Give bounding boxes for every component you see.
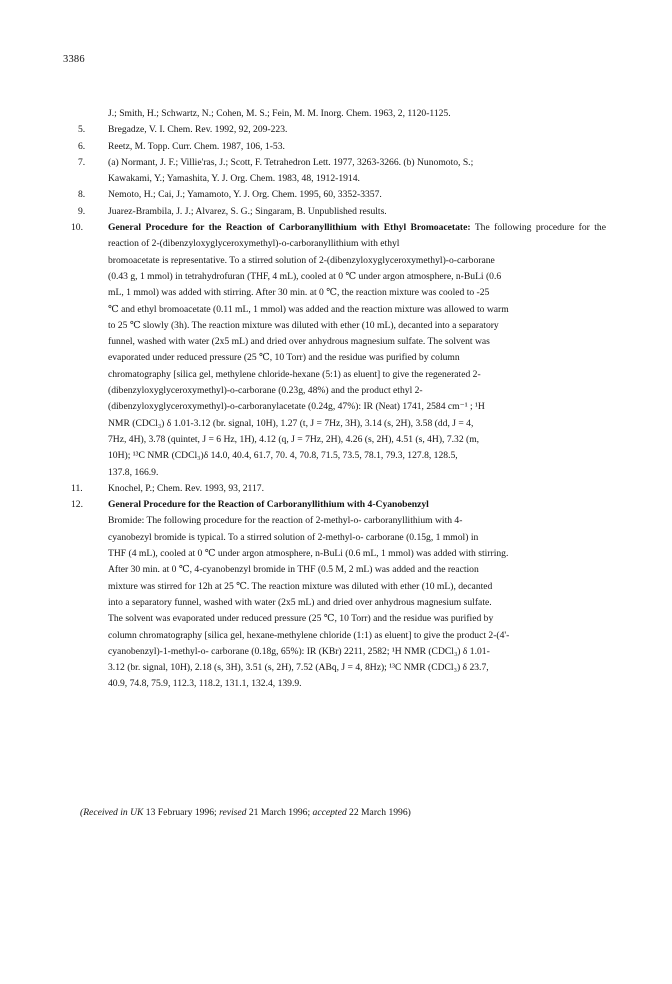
reference-line: Nemoto, H.; Cai, J.; Yamamoto, Y. J. Org. Chem. 1995, 60, 3352-3357. bbox=[108, 189, 382, 201]
reference-line: into a separatory funnel, washed with water (2x5 mL) and dried over anhydrous magnesium sulfate. bbox=[108, 596, 492, 608]
reference-line: funnel, washed with water (2x5 mL) and dried over anhydrous magnesium sulfate. The solvent was bbox=[108, 336, 490, 348]
received-dates bbox=[80, 807, 411, 818]
reference-line: Juarez-Brambila, J. J.; Alvarez, S. G.; Singaram, B. Unpublished results. bbox=[108, 205, 387, 217]
reference-line: (dibenzyloxyglyceroxymethyl)-o-carborane (0.23g, 48%) and the product ethyl 2- bbox=[108, 385, 423, 397]
reference-number: 9. bbox=[78, 205, 86, 217]
reference-line: 3.12 (br. signal, 10H), 2.18 (s, 3H), 3.51 (s, 2H), 7.52 (ABq, J = 4, 8Hz); ¹³C NMR (CDCl₃) δ 23.7, bbox=[108, 662, 489, 674]
reference-6 bbox=[70, 139, 606, 155]
reference-line: cyanobenzyl)-1-methyl-o- carborane (0.18g, 65%): IR (KBr) 2211, 2582; ¹H NMR (CDCl₃) δ 1.01- bbox=[108, 645, 490, 657]
reference-list bbox=[70, 106, 606, 693]
reference-line-tail: The following procedure for the reaction of 2-(dibenzyloxyglyceroxymethyl)-o-carboranyllithium with ethyl bbox=[108, 222, 606, 250]
page-number: 3386 bbox=[63, 54, 85, 65]
reference-7 bbox=[70, 155, 606, 188]
reference-number: 11. bbox=[71, 482, 83, 494]
reference-text bbox=[108, 481, 606, 497]
received-label: (Received in UK bbox=[80, 807, 144, 818]
reference-number: 6. bbox=[78, 140, 86, 152]
reference-line: (dibenzyloxyglyceroxymethyl)-o-carboranylacetate (0.24g, 47%): IR (Neat) 1741, 2584 cm⁻¹ ; ¹H bbox=[108, 401, 485, 413]
reference-line: (0.43 g, 1 mmol) in tetrahydrofuran (THF, 4 mL), cooled at 0 ℃ under argon atmosphere, n-BuLi (0.6 bbox=[108, 270, 502, 282]
reference-line: bromoacetate is representative. To a stirred solution of 2-(dibenzyloxyglyceroxymethyl)-o-carborane bbox=[108, 254, 495, 266]
reference-line: THF (4 mL), cooled at 0 ℃ under argon atmosphere, n-BuLi (0.6 mL, 1 mmol) was added with stirring. bbox=[108, 548, 509, 560]
reference-number: 10. bbox=[71, 222, 83, 234]
reference-line: Knochel, P.; Chem. Rev. 1993, 93, 2117. bbox=[108, 482, 264, 494]
reference-text bbox=[108, 155, 606, 188]
reference-text bbox=[108, 122, 606, 138]
reference-number: 7. bbox=[78, 156, 86, 168]
reference-line: mL, 1 mmol) was added with stirring. After 30 min. at 0 ℃, the reaction mixture was cooled to -25 bbox=[108, 287, 490, 299]
reference-8 bbox=[70, 187, 606, 203]
reference-line: Bromide: The following procedure for the reaction of 2-methyl-o- carboranyllithium with 4- bbox=[108, 515, 463, 527]
reference-line: column chromatography [silica gel, hexane-methylene chloride (1:1) as eluent] to give the product 2-(4'- bbox=[108, 629, 510, 641]
reference-line: chromatography [silica gel, methylene chloride-hexane (5:1) as eluent] to give the regenerated 2- bbox=[108, 368, 481, 380]
reference-line: Bregadze, V. I. Chem. Rev. 1992, 92, 209-223. bbox=[108, 124, 288, 136]
reference-line bbox=[108, 220, 606, 253]
reference-number: 12. bbox=[71, 499, 83, 511]
reference-text bbox=[108, 204, 606, 220]
reference-12 bbox=[70, 497, 606, 693]
reference-10 bbox=[70, 220, 606, 481]
reference-line: cyanobezyl bromide is typical. To a stirred solution of 2-methyl-o- carborane (0.15g, 1 mmol) in bbox=[108, 531, 479, 543]
reference-line: 137.8, 166.9. bbox=[108, 466, 159, 478]
revised-date: 21 March 1996; bbox=[246, 807, 313, 818]
reference-continuation-text: J.; Smith, H.; Schwartz, N.; Cohen, M. S.; Fein, M. M. Inorg. Chem. 1963, 2, 1120-1125. bbox=[108, 108, 451, 119]
reference-line: Reetz, M. Topp. Curr. Chem. 1987, 106, 1-53. bbox=[108, 140, 285, 152]
reference-text bbox=[108, 139, 606, 155]
reference-line: 7Hz, 4H), 3.78 (quintet, J = 6 Hz, 1H), 4.12 (q, J = 7Hz, 2H), 4.26 (s, 2H), 4.51 (s, 4H), 7.32 (m, bbox=[108, 433, 480, 445]
revised-label: revised bbox=[219, 807, 247, 818]
reference-line: ℃ and ethyl bromoacetate (0.11 mL, 1 mmol) was added and the reaction mixture was allowed to warm bbox=[108, 303, 509, 315]
reference-continuation bbox=[70, 106, 606, 122]
received-date: 13 February 1996; bbox=[143, 807, 220, 818]
reference-line: (a) Normant, J. F.; Villie'ras, J.; Scott, F. Tetrahedron Lett. 1977, 3263-3266. (b) Nunomoto, S.; bbox=[108, 156, 474, 168]
procedure-heading: General Procedure for the Reaction of Carboranyllithium with 4-Cyanobenzyl bbox=[108, 499, 429, 511]
reference-line: 10H); ¹³C NMR (CDCl₃)δ 14.0, 40.4, 61.7, 70. 4, 70.8, 71.5, 73.5, 78.1, 79.3, 127.8, 128.5, bbox=[108, 450, 458, 462]
reference-text bbox=[108, 220, 606, 481]
reference-number: 5. bbox=[78, 124, 86, 136]
reference-line: Kawakami, Y.; Yamashita, Y. J. Org. Chem. 1983, 48, 1912-1914. bbox=[108, 173, 360, 185]
reference-line: The solvent was evaporated under reduced pressure (25 ℃, 10 Torr) and the residue was purified by bbox=[108, 613, 494, 625]
reference-number: 8. bbox=[78, 189, 86, 201]
reference-9 bbox=[70, 204, 606, 220]
reference-line: After 30 min. at 0 ℃, 4-cyanobenzyl bromide in THF (0.5 M, 2 mL) was added and the reaction bbox=[108, 564, 479, 576]
accepted-date: 22 March 1996) bbox=[346, 807, 411, 818]
reference-line: to 25 ℃ slowly (3h). The reaction mixture was diluted with ether (10 mL), decanted into a separatory bbox=[108, 319, 499, 331]
reference-text bbox=[108, 497, 606, 693]
reference-text bbox=[108, 187, 606, 203]
reference-line: 40.9, 74.8, 75.9, 112.3, 118.2, 131.1, 132.4, 139.9. bbox=[108, 678, 302, 690]
procedure-heading: General Procedure for the Reaction of Carboranyllithium with Ethyl Bromoacetate: bbox=[108, 222, 471, 234]
reference-line: NMR (CDCl₃) δ 1.01-3.12 (br. signal, 10H), 1.27 (t, J = 7Hz, 3H), 3.14 (s, 2H), 3.58 (dd, J = 4, bbox=[108, 417, 474, 429]
reference-line: mixture was stirred for 12h at 25 ℃. The reaction mixture was diluted with ether (10 mL), decanted bbox=[108, 580, 493, 592]
reference-line: evaporated under reduced pressure (25 ℃, 10 Torr) and the residue was purified by column bbox=[108, 352, 460, 364]
reference-number-blank bbox=[70, 106, 108, 122]
reference-11 bbox=[70, 481, 606, 497]
reference-5 bbox=[70, 122, 606, 138]
accepted-label: accepted bbox=[312, 807, 347, 818]
